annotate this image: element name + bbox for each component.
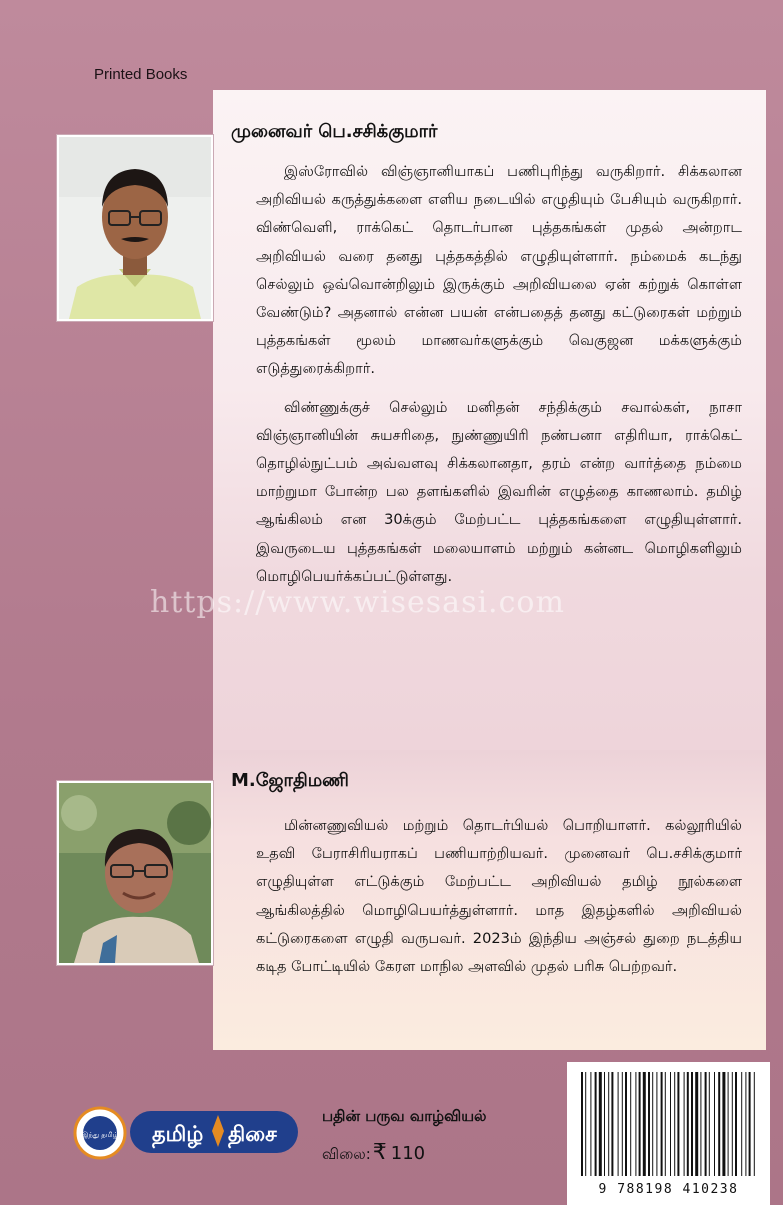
author2-photo xyxy=(57,781,213,965)
barcode-bar xyxy=(687,1072,689,1176)
author1-photo xyxy=(57,135,213,321)
barcode-bar xyxy=(728,1072,729,1176)
barcode-bar xyxy=(670,1072,671,1176)
barcode-bar xyxy=(643,1072,646,1176)
author1-portrait-image xyxy=(59,137,211,319)
barcode-bar xyxy=(700,1072,701,1176)
barcode-bar xyxy=(695,1072,698,1176)
seal-text: இந்து தமிழ் xyxy=(81,1131,119,1139)
brand-text-left: தமிழ் xyxy=(152,1122,204,1146)
barcode-bar xyxy=(718,1072,720,1176)
author2-bio-paragraph: மின்னணுவியல் மற்றும் தொடர்பியல் பொறியாளர். கல்லூரியில் உதவி பேராசிரியராகப் பணியாற்றியவர். முனைவர் பெ.சசிக்குமார் எழுதியுள்ள எட்டுக்கும் மேற்பட்ட அறிவியல் தமிழ் நூல்களை ஆங்கிலத்தில் மொழிபெயர்த்துள்ளார். மாத இதழ்களில் அறிவியல் கட்டுரைகளை எழுதி வருபவர். 2023ம் இந்திய அஞ்சல் துறை நடத்திய கடித போட்டியில் கேரள மாநில அளவில் முதல் பரிசு பெற்றவர். xyxy=(256,817,742,976)
barcode-bar xyxy=(677,1072,679,1176)
barcode-bar xyxy=(630,1072,631,1176)
barcode-bar xyxy=(604,1072,605,1176)
barcode-bar xyxy=(705,1072,707,1176)
barcode-bar xyxy=(714,1072,715,1176)
barcode-bar xyxy=(656,1072,657,1176)
isbn-barcode xyxy=(567,1062,770,1205)
barcode-bar xyxy=(635,1072,636,1176)
author2-name: M.ஜோதிமணி xyxy=(231,770,349,791)
brand-text-right: திசை xyxy=(228,1122,277,1146)
author1-bio xyxy=(256,158,742,591)
author1-bio-paragraph-1: இஸ்ரோவில் விஞ்ஞானியாகப் பணிபுரிந்து வருகிறார். சிக்கலான அறிவியல் கருத்துக்களை எளிய நடையில் எழுதியும் பேசியும் வருகிறார். விண்வெளி, ராக்கெட் தொடர்பான புத்தகங்கள் முதல் அன்றாட அறிவியல் வரை தனது புத்தகத்தில் எழுதியுள்ளார். நம்மைக் கடந்து செல்லும் ஒவ்வொன்றிலும் இருக்கும் அறிவியலை ஏன் கற்றுக் கொள்ள வேண்டும்? அதனால் என்ன பயன் என்பதைத் தனது கட்டுரைகள் மற்றும் புத்தகங்கள் மூலம் மாணவர்களுக்கும் வெகுஜன மக்களுக்கும் எடுத்துரைக்கிறார். xyxy=(256,163,742,378)
author2-portrait-image xyxy=(59,783,211,963)
publisher-logo xyxy=(72,1101,300,1165)
barcode-bars xyxy=(567,1062,770,1180)
barcode-bar xyxy=(661,1072,663,1176)
barcode-bar xyxy=(691,1072,693,1176)
barcode-bar xyxy=(595,1072,597,1176)
barcode-bar xyxy=(581,1072,583,1176)
author1-panel xyxy=(213,90,766,750)
barcode-bar xyxy=(648,1072,650,1176)
book-title: பதின் பருவ வாழ்வியல் xyxy=(322,1107,487,1125)
barcode-bar xyxy=(722,1072,725,1176)
barcode-bar xyxy=(745,1072,746,1176)
barcode-bar xyxy=(590,1072,591,1176)
publisher-logo-graphic xyxy=(72,1101,300,1165)
barcode-bar xyxy=(625,1072,627,1176)
barcode-bar xyxy=(611,1072,613,1176)
barcode-bar xyxy=(732,1072,733,1176)
author2-bio xyxy=(256,812,742,981)
barcode-bar xyxy=(639,1072,641,1176)
barcode-bar xyxy=(599,1072,602,1176)
barcode-bar xyxy=(741,1072,742,1176)
author2-panel xyxy=(213,750,766,1050)
author1-bio-paragraph-2: விண்ணுக்குச் செல்லும் மனிதன் சந்திக்கும் சவால்கள், நாசா விஞ்ஞானியின் சுயசரிதை, நுண்ணுயிரி நண்பனா எதிரியா, ராக்கெட் தொழில்நுட்பம் அவ்வளவு சிக்கலானதா, தரம் என்ற வார்த்தை நம்மை மாற்றுமா போன்ற பல தளங்களில் இவரின் எழுத்தை காணலாம். தமிழ் ஆங்கிலம் என 30க்கும் மேற்பட்ட புத்தகங்களை எழுதியுள்ளார். இவருடைய புத்தகங்கள் மலையாளம் மற்றும் கன்னட மொழிகளிலும் மொழிபெயர்க்கப்பட்டுள்ளது. xyxy=(256,398,742,585)
barcode-bar xyxy=(749,1072,751,1176)
price-value: 110 xyxy=(390,1143,426,1164)
barcode-bar xyxy=(754,1072,755,1176)
price-label: விலை: xyxy=(322,1145,371,1163)
barcode-bar xyxy=(622,1072,623,1176)
barcode-bar xyxy=(684,1072,685,1176)
book-price xyxy=(322,1140,425,1165)
barcode-bar xyxy=(618,1072,619,1176)
barcode-bar xyxy=(709,1072,710,1176)
barcode-bar xyxy=(608,1072,609,1176)
barcode-bar xyxy=(585,1072,586,1176)
rupee-symbol: ₹ xyxy=(372,1140,387,1165)
barcode-bar xyxy=(652,1072,653,1176)
author1-name: முனைவர் பெ.சசிக்குமார் xyxy=(231,121,438,142)
isbn-number: 9 788198 410238 xyxy=(598,1182,739,1197)
barcode-bar xyxy=(665,1072,666,1176)
website-watermark: https://www.wisesasi.com xyxy=(150,585,565,620)
printed-books-label: Printed Books xyxy=(94,66,188,83)
barcode-bar xyxy=(674,1072,675,1176)
barcode-bar xyxy=(735,1072,737,1176)
